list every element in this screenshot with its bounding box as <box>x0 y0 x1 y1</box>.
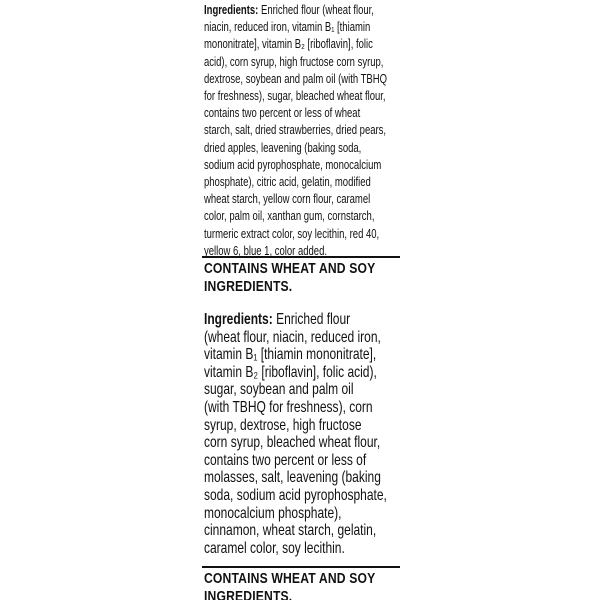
allergen-line: CONTAINS WHEAT AND SOY <box>204 260 376 277</box>
ingredients-list-1 <box>204 1 400 259</box>
ingredients-panel <box>204 0 400 600</box>
ingredients-heading: Ingredients: <box>204 311 273 328</box>
ingredients-line: starch, salt, dried strawberries, dried pears, <box>204 122 387 138</box>
divider-rule <box>202 566 400 568</box>
ingredients-line: vitamin B₁ [thiamin mononitrate], <box>204 346 377 364</box>
ingredients-line: sugar, soybean and palm oil <box>204 381 354 399</box>
ingredients-line: yellow 6, blue 1, color added. <box>204 242 327 258</box>
ingredients-text: Enriched flour (wheat flour, <box>260 2 374 17</box>
ingredients-line: cinnamon, wheat starch, gelatin, <box>204 522 377 540</box>
ingredients-line: syrup, dextrose, high fructose <box>204 416 362 434</box>
ingredients-heading: Ingredients: <box>204 2 259 17</box>
ingredients-line: for freshness), sugar, bleached wheat flour, <box>204 88 386 104</box>
ingredients-line: acid), corn syrup, high fructose corn syrup, <box>204 53 384 69</box>
allergen-line: INGREDIENTS. <box>204 587 293 600</box>
ingredients-line: dried apples, leavening (baking soda, <box>204 139 362 155</box>
allergen-line: CONTAINS WHEAT AND SOY <box>204 570 376 587</box>
ingredients-text: Enriched flour <box>276 311 351 328</box>
ingredients-list-2 <box>204 311 400 557</box>
ingredients-line: soda, sodium acid pyrophosphate, <box>204 486 387 504</box>
ingredients-line: monocalcium phosphate), <box>204 504 342 522</box>
ingredients-line: contains two percent or less of <box>204 451 367 469</box>
allergen-statement <box>204 570 375 600</box>
ingredients-line: wheat starch, yellow corn flour, caramel <box>204 191 371 207</box>
ingredients-line: caramel color, soy lecithin. <box>204 539 345 557</box>
ingredients-line: (with TBHQ for freshness), corn <box>204 398 373 416</box>
ingredients-line <box>204 1 400 18</box>
ingredients-line: color, palm oil, xanthan gum, cornstarch, <box>204 208 375 224</box>
ingredients-line: corn syrup, bleached wheat flour, <box>204 434 381 452</box>
allergen-statement <box>204 260 375 295</box>
ingredients-line: (wheat flour, niacin, reduced iron, <box>204 328 381 346</box>
divider-rule <box>202 256 400 258</box>
allergen-line: INGREDIENTS. <box>204 277 293 295</box>
ingredients-line: dextrose, soybean and palm oil (with TBHQ <box>204 70 387 86</box>
ingredients-line: vitamin B₂ [riboflavin], folic acid), <box>204 363 377 381</box>
ingredients-line: niacin, reduced iron, vitamin B₁ [thiamin <box>204 19 371 35</box>
ingredients-line: mononitrate], vitamin B₂ [riboflavin], folic <box>204 36 373 52</box>
ingredients-line: phosphate), citric acid, gelatin, modified <box>204 174 371 190</box>
ingredients-line: turmeric extract color, soy lecithin, red 40, <box>204 225 380 241</box>
ingredients-line: sodium acid pyrophosphate, monocalcium <box>204 156 382 172</box>
ingredients-line: contains two percent or less of wheat <box>204 105 361 121</box>
ingredients-line <box>204 311 400 329</box>
ingredients-line: molasses, salt, leavening (baking <box>204 469 381 487</box>
